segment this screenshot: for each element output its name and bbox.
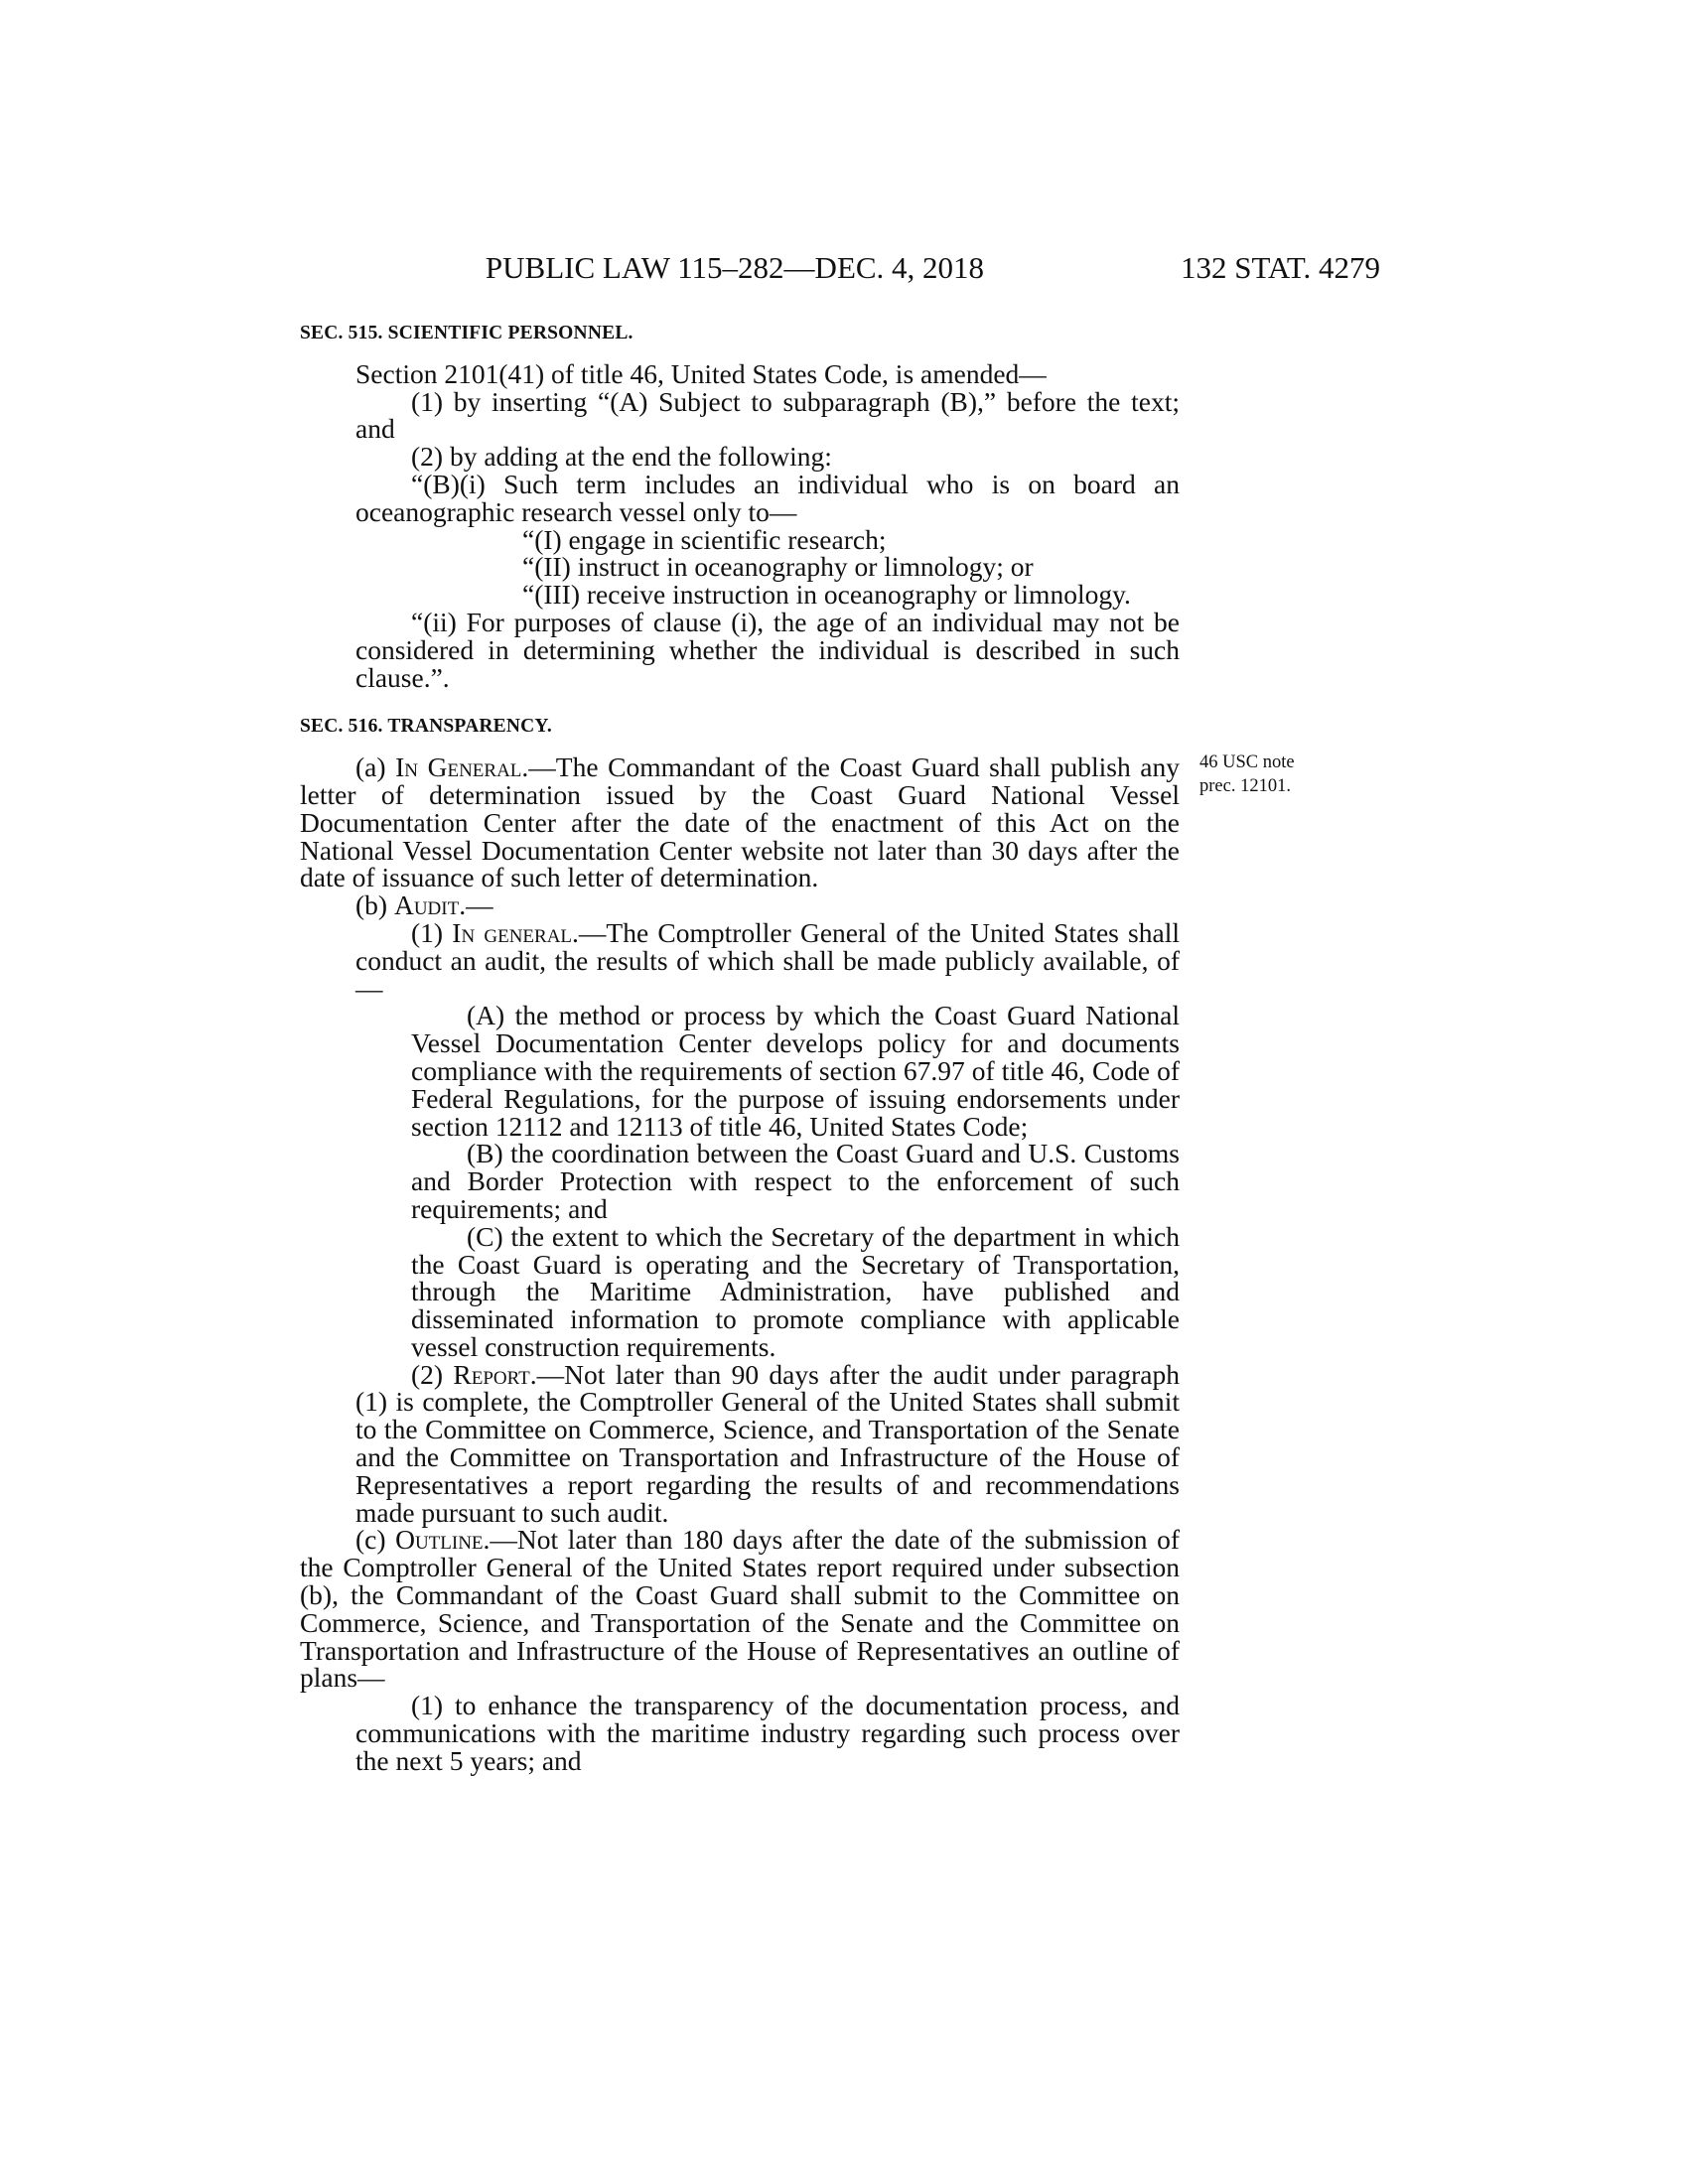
subsection-a-text: .—The Commandant of the Coast Guard shall publish any letter of determination issued by the Coast Guard National Vessel Documentation Center after the date of the enactment of this Act on the National Vessel Documentation Center website not later than 30 days after the date of issuance of such letter of determination. bbox=[300, 751, 1180, 893]
section-515-quote-III: “(III) receive instruction in oceanography or limnology. bbox=[522, 579, 1131, 611]
section-515-item-2: (2) by adding at the end the following: bbox=[411, 441, 832, 473]
section-515-quote-b: “(B)(i) Such term includes an individual who is on board an oceanographic research vessel only to— bbox=[355, 468, 1180, 527]
subsection-b-text: .— bbox=[459, 889, 493, 921]
subparagraph-C: (C) the extent to which the Secretary of the department in which the Coast Guard is operating and the Secretary of Transportation, through the Maritime Administration, have published and disseminated information to promote compliance with applicable vessel construction requirements. bbox=[411, 1220, 1180, 1362]
subsection-a bbox=[300, 753, 1180, 891]
paragraph-b2 bbox=[300, 1358, 1180, 1528]
paragraph-b1-text: .—The Comptroller General of the United States shall conduct an audit, the results of which shall be made publicly available, of— bbox=[355, 916, 1180, 1004]
section-516-heading: SEC. 516. TRANSPARENCY. bbox=[300, 716, 552, 738]
paragraph-b2-text: .—Not later than 90 days after the audit under paragraph (1) is complete, the Comptroller General of the United States shall submit to the Committee on Commerce, Science, and Transportation of the Senate and the Committee on Transportation and Infrastructure of the House of Representatives a report regarding the results of and recommendations made pursuant to such audit. bbox=[355, 1358, 1180, 1528]
paragraph-b2-label: (2) bbox=[411, 1358, 454, 1390]
section-515-quote-ii: “(ii) For purposes of clause (i), the age of an individual may not be considered in determining whether the individual is described in such clause.”. bbox=[355, 606, 1180, 693]
subsection-c-label: (c) bbox=[355, 1524, 396, 1556]
subsection-a-label: (a) bbox=[355, 751, 396, 783]
margin-note-line-1: 46 USC note bbox=[1199, 752, 1295, 772]
paragraph-b2-heading: Report bbox=[453, 1358, 530, 1390]
subparagraph-A: (A) the method or process by which the Coast Guard National Vessel Documentation Center develops policy for and documents compliance with the requirements of section 67.97 of title 46, Code of Federal Regulations, for the purpose of issuing endorsements under section 12112 and 12113 of title 46, United States Code; bbox=[411, 1000, 1180, 1142]
section-515-item-1: (1) by inserting “(A) Subject to subparagraph (B),” before the text; and bbox=[355, 385, 1180, 445]
paragraph-b1 bbox=[300, 916, 1180, 1004]
subsection-c-text: .—Not later than 180 days after the date of the submission of the Comptroller General of the United States report required under subsection (b), the Commandant of the Coast Guard shall submit to the Committee on Commerce, Science, and Transportation of the Senate and the Committee on Transportation and Infrastructure of the House of Representatives an outline of plans— bbox=[300, 1524, 1180, 1694]
subsection-c-heading: Outline bbox=[395, 1524, 484, 1556]
margin-note-line-2: prec. 12101. bbox=[1199, 776, 1291, 796]
subsection-b bbox=[300, 891, 1180, 919]
subsection-b-heading: Audit bbox=[393, 889, 460, 921]
subparagraph-B: (B) the coordination between the Coast Guard and U.S. Customs and Border Protection with respect to the enforcement of such requirements; and bbox=[411, 1138, 1180, 1224]
public-law-title: PUBLIC LAW 115–282—DEC. 4, 2018 bbox=[485, 250, 985, 285]
margin-citation-note bbox=[1199, 751, 1338, 798]
section-515-quote-II: “(II) instruct in oceanography or limnology; or bbox=[522, 551, 1034, 583]
subsection-a-heading: In General bbox=[395, 751, 522, 783]
paragraph-b1-label: (1) bbox=[411, 916, 453, 948]
subsection-c bbox=[300, 1526, 1180, 1692]
statute-page-number: 132 STAT. 4279 bbox=[1180, 250, 1380, 285]
running-header bbox=[0, 250, 1688, 290]
section-515-intro: Section 2101(41) of title 46, United States Code, is amended— bbox=[355, 357, 1047, 389]
body-text bbox=[300, 320, 1180, 1775]
section-515-quote-I: “(I) engage in scientific research; bbox=[522, 523, 887, 555]
subsection-b-label: (b) bbox=[355, 889, 394, 921]
section-515-heading: SEC. 515. SCIENTIFIC PERSONNEL. bbox=[300, 323, 633, 343]
paragraph-c1: (1) to enhance the transparency of the documentation process, and communications with the maritime industry regarding such process over the next 5 years; and bbox=[355, 1690, 1180, 1776]
paragraph-b1-heading: In general bbox=[452, 916, 573, 948]
